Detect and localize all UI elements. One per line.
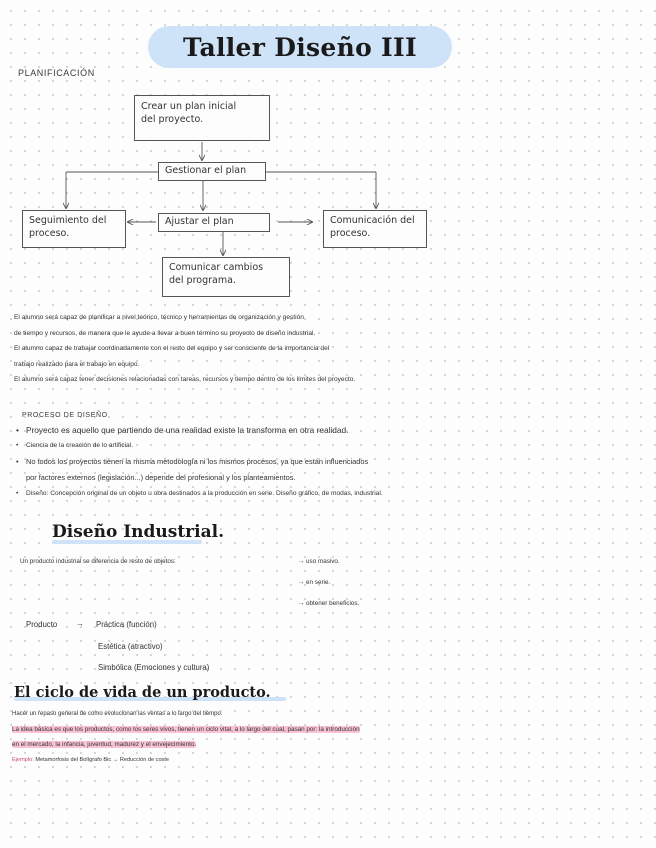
paragraph-line: trabajo realizado para el trabajo en equipo.	[14, 360, 140, 368]
life-cycle-highlighted-text: en el mercado, la infancia, juventud, madurez y el envejecimiento.	[12, 741, 197, 748]
box-tracking	[22, 210, 126, 248]
design-process-list	[16, 422, 656, 502]
box-initial-plan-line2: del proyecto.	[141, 114, 204, 125]
product-quality: Práctica (función)	[96, 620, 157, 629]
planning-paragraph	[14, 310, 654, 388]
product-label: Producto	[26, 620, 58, 629]
difference-item: → obtener beneficios.	[298, 600, 360, 607]
box-tracking-line1: Seguimiento del	[29, 215, 107, 226]
life-cycle-example	[12, 757, 169, 763]
list-item-text: Proyecto es aquello que partiendo de una realidad existe la transforma en otra realidad.	[26, 425, 349, 435]
box-changes-line1: Comunicar cambios	[169, 262, 264, 273]
page-title: Taller Diseño III	[182, 33, 418, 62]
difference-item: → uso masivo.	[298, 558, 340, 565]
list-item-text: Ciencia de la creación de lo artificial.	[26, 442, 134, 449]
list-item-text: No todos los proyectos tienen la misma metodología ni los mismos procesos, ya que están influenciados	[26, 457, 369, 466]
list-item: • Proyecto es aquello que partiendo de una realidad existe la transforma en otra realidad.	[16, 425, 349, 435]
life-cycle-heading: El ciclo de vida de un producto.	[14, 684, 271, 701]
planning-heading: PLANIFICACIÓN	[18, 68, 95, 78]
box-communicate-changes	[162, 257, 290, 297]
paragraph-line: de tiempo y recursos, de manera que le ayude a llevar a buen término su proyecto de diseño industrial.	[14, 329, 316, 337]
industrial-design-intro: Un producto industrial se diferencia de resto de objetos:	[20, 558, 176, 565]
box-communication-line2: proceso.	[330, 228, 371, 239]
list-item-continuation: por factores externos (legislación...) depende del profesional y los planteamientos.	[26, 473, 296, 482]
difference-item: → en serie.	[298, 579, 331, 586]
box-adjust-plan: Ajustar el plan	[158, 213, 270, 232]
list-item-text: Diseño: Concepción original de un objeto u obra destinados a la producción en serie. Diseño gráfico, de modas, industrial.	[26, 490, 383, 497]
design-process-heading: PROCESO DE DISEÑO	[22, 412, 108, 419]
paragraph-line: El alumno será capaz tener decisiones relacionadas con tareas, recursos y tiempo dentro de los límites del proyecto.	[14, 376, 356, 383]
example-label: Ejemplo:	[12, 757, 34, 763]
paragraph-line: El alumno capaz de trabajar coordinadamente con el resto del equipo y ser consciente de la importancia del	[14, 345, 330, 352]
life-cycle-line	[12, 726, 652, 733]
box-tracking-line2: proceso.	[29, 228, 70, 239]
box-initial-plan-line1: Crear un plan inicial	[141, 101, 237, 112]
example-text: Metamorfosis del Bolígrafo Bic → Reducción de coste	[35, 757, 170, 763]
box-initial-plan	[134, 95, 270, 141]
list-item: • No todos los proyectos tienen la misma metodología ni los mismos procesos, ya que están influenciados	[16, 457, 369, 466]
product-arrow: →	[76, 619, 84, 628]
industrial-design-heading: Diseño Industrial.	[52, 522, 224, 542]
list-item: • Diseño: Concepción original de un objeto u obra destinados a la producción en serie. Diseño gráfico, de modas, industrial.	[16, 490, 383, 497]
box-manage-plan: Gestionar el plan	[158, 162, 266, 181]
paragraph-line: El alumno será capaz de planificar a nivel teórico, técnico y herramientas de organización y gestión	[14, 314, 304, 321]
life-cycle-line: Hacer un repaso general de como evolucionan las ventas a lo largo del tiempo.	[12, 711, 223, 717]
box-changes-line2: del programa.	[169, 275, 236, 286]
product-quality: Simbólica (Emociones y cultura)	[98, 663, 210, 672]
list-item: • Ciencia de la creación de lo artificial.	[16, 442, 134, 449]
box-communication-line1: Comunicación del	[330, 215, 415, 226]
life-cycle-line	[12, 741, 196, 748]
life-cycle-highlighted-text: La idea básica es que los productos, como los seres vivos, tienen un ciclo vital, a lo largo del cual, pasan por: la introducción	[12, 726, 360, 733]
product-quality: Estética (atractivo)	[98, 642, 163, 651]
box-communication	[323, 210, 427, 248]
